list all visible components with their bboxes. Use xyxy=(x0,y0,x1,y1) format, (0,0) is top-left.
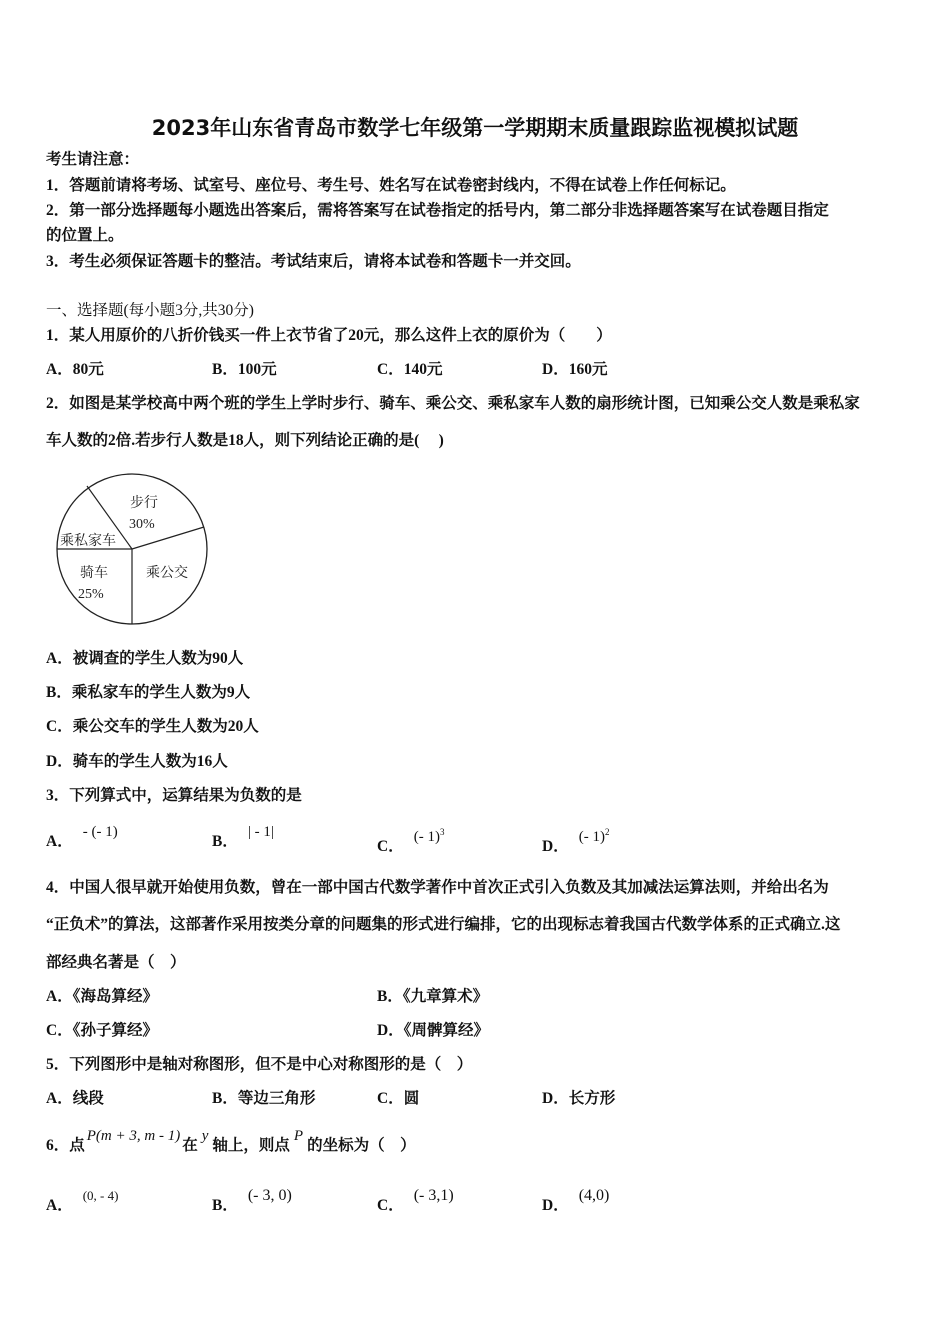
q1-option-b: B．100元 xyxy=(212,361,277,378)
page-title: 2023年山东省青岛市数学七年级第一学期期末质量跟踪监视模拟试题 xyxy=(151,116,799,140)
q3-expr-a: - (- 1) xyxy=(82,824,118,840)
q3-option-c: C．(- 1)$^3$ xyxy=(377,827,445,855)
q5-option-d: D．长方形 xyxy=(542,1090,616,1107)
notice-heading: 考生请注意： xyxy=(46,151,140,168)
q3-option-a: A．- (- 1) xyxy=(46,824,118,850)
notice-item: 的位置上。 xyxy=(46,227,124,244)
q1-option-d: D．160元 xyxy=(542,361,608,378)
pie-chart xyxy=(52,470,217,630)
pie-label-bike: 骑车 xyxy=(80,566,108,581)
q6-point: P(m + 3, m - 1) xyxy=(86,1128,181,1144)
q5-option-c: C．圆 xyxy=(377,1090,420,1107)
pie-pct-walk: 30% xyxy=(129,517,155,532)
q5-option-b: B．等边三角形 xyxy=(212,1090,316,1107)
q3-expr-c: (- 1)$^3$ xyxy=(413,827,445,845)
q5-option-a: A．线段 xyxy=(46,1090,104,1107)
notice-item: 1．答题前请将考场、试室号、座位号、考生号、姓名写在试卷密封线内，不得在试卷上作任何标记。 xyxy=(46,177,736,194)
q4-stem: 4．中国人很早就开始使用负数，曾在一部中国古代数学著作中首次正式引入负数及其加减法运算法则，并给出名为 xyxy=(46,879,829,896)
q1-stem: 1．某人用原价的八折价钱买一件上衣节省了20元，那么这件上衣的原价为（ ） xyxy=(46,327,612,344)
q4-option-a: A．《海岛算经》 xyxy=(46,988,158,1005)
q3-stem: 3．下列算式中，运算结果为负数的是 xyxy=(46,787,302,804)
q2-option-c: C．乘公交车的学生人数为20人 xyxy=(46,718,259,735)
q3-option-d: D．(- 1)$^2$ xyxy=(542,827,610,855)
q2-stem: 车人数的2倍.若步行人数是18人，则下列结论正确的是( ) xyxy=(46,432,444,449)
pie-pct-bike: 25% xyxy=(78,587,104,602)
q4-stem: 部经典名著是（ ） xyxy=(46,954,186,971)
q6-option-c: C．(- 3,1) xyxy=(377,1187,454,1214)
notice-item: 2．第一部分选择题每小题选出答案后，需将答案写在试卷指定的括号内，第二部分非选择题答案写在试卷题目指定 xyxy=(46,202,829,219)
q3-expr-d: (- 1)$^2$ xyxy=(578,827,610,845)
q4-option-d: D．《周髀算经》 xyxy=(377,1022,489,1039)
pie-label-bus: 乘公交 xyxy=(146,566,188,581)
q6-option-d: D．(4,0) xyxy=(542,1187,610,1214)
q5-stem: 5．下列图形中是轴对称图形，但不是中心对称图形的是（ ） xyxy=(46,1056,473,1073)
q2-option-b: B．乘私家车的学生人数为9人 xyxy=(46,684,251,701)
q6-option-b: B．(- 3, 0) xyxy=(212,1187,292,1214)
q3-option-b: B．| - 1| xyxy=(212,824,274,850)
q4-stem: “正负术”的算法，这部著作采用按类分章的问题集的形式进行编排，它的出现标志着我国古代数学体系的正式确立.这 xyxy=(46,916,841,933)
q4-option-b: B．《九章算术》 xyxy=(377,988,489,1005)
q2-option-a: A．被调查的学生人数为90人 xyxy=(46,650,244,667)
notice-item: 3．考生必须保证答题卡的整洁。考试结束后，请将本试卷和答题卡一并交回。 xyxy=(46,253,581,270)
q3-expr-b: | - 1| xyxy=(247,824,274,840)
q1-option-a: A．80元 xyxy=(46,361,104,378)
pie-label-private: 乘私家车 xyxy=(60,534,116,549)
q1-option-c: C．140元 xyxy=(377,361,443,378)
q4-option-c: C．《孙子算经》 xyxy=(46,1022,158,1039)
section-heading: 一、选择题(每小题3分,共30分) xyxy=(46,302,254,319)
q6-stem: 6．点P(m + 3, m - 1)在y轴上，则点P的坐标为（ ） xyxy=(46,1128,416,1154)
pie-label-walk: 步行 xyxy=(130,496,158,511)
q2-option-d: D．骑车的学生人数为16人 xyxy=(46,753,228,770)
q6-option-a: A．$^{(0, - 4)}$ xyxy=(46,1188,119,1214)
q2-stem: 2．如图是某学校高中两个班的学生上学时步行、骑车、乘公交、乘私家车人数的扇形统计图，已知乘公交人数是乘私家 xyxy=(46,395,860,412)
